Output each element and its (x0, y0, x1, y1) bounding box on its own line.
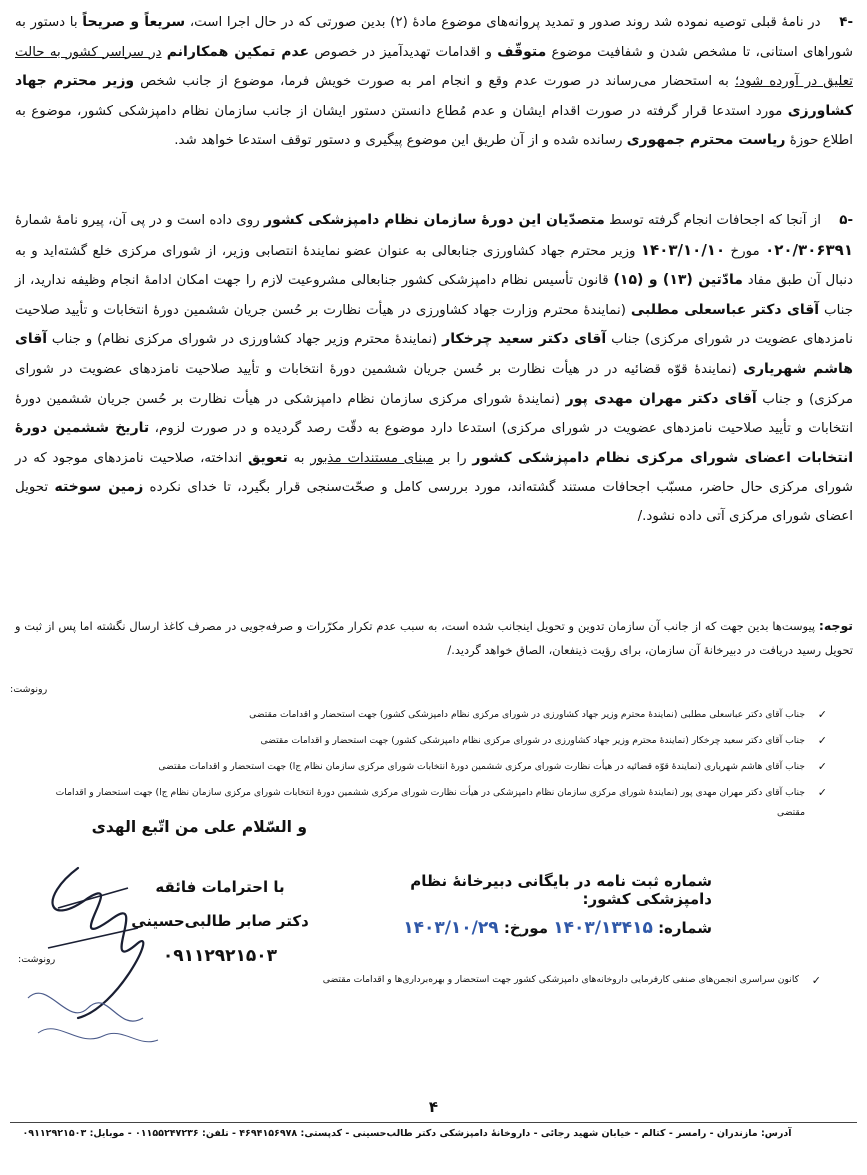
cc2-title: رونوشت: (18, 954, 56, 965)
registry-date: ۱۴۰۳/۱۰/۲۹ (403, 918, 499, 938)
emphasis: مادّتین (۱۳) و (۱۵) (613, 272, 743, 289)
paragraph-number: -۴ (839, 15, 854, 30)
page-number: ۴ (428, 1098, 439, 1116)
paragraph-number: -۵ (839, 213, 853, 228)
registry-number: ۱۴۰۳/۱۳۴۱۵ (553, 918, 653, 938)
signer-greeting: با احترامات فائقه (155, 878, 285, 896)
note-text: پیوست‌ها بدین جهت که از جانب آن سازمان تدوین و تحویل اینجانب شده است، به سبب عدم تکرار مکرّرات و صرفه‌جویی در مصرف کاغذ ارسال نگشته اما پس از ثبت و تحویل رسید دریافت در دبیرخانهٔ آن سازمان، برای رؤیت ذینفعان، الصاق خواهد گردید./ (15, 619, 853, 657)
text: انداخته، صلاحیت نامزدهای موجود که در شورای مرکزی حال حاضر، مسبّب اجحافات مستند گشته‌اند، مورد بررسی کامل و صحّت‌سنجی قرار بگیرد، تا خدای نکرده (15, 450, 853, 496)
cc-item-text: جناب آقای دکتر عباسعلی مطلبی (نمایندهٔ محترم وزیر جهاد کشاورزی در شورای مرکزی نظام دامپزشکی کشور) جهت استحضار و اقدامات مقتضی (249, 709, 805, 720)
cc-item (27, 705, 827, 725)
cc-item-text: جناب آقای دکتر سعید چرخکار (نمایندهٔ محترم وزیر جهاد کشاورزی در شورای مرکزی نظام دامپزشکی کشور) جهت استحضار و اقدامات مقتضی (260, 735, 805, 746)
signer-phone: ۰۹۱۱۲۹۲۱۵۰۳ (162, 946, 278, 966)
note-label: توجه: (818, 618, 853, 633)
text: (نمایندهٔ محترم وزیر جهاد کشاورزی در شورای مرکزی نظام) و جناب (51, 332, 438, 348)
registry-date-label: مورخ: (503, 919, 548, 937)
cc-item-text: جناب آقای دکتر مهران مهدی پور (نمایندهٔ شورای مرکزی سازمان نظام دامپزشکی در هیأت نظارت شورای مرکزی ششمین دورهٔ انتخابات شورای مرکزی سازمان نظام ج‌ا) جهت استحضار و اقدامات مقتضی (55, 787, 805, 818)
cc-title: رونوشت: (10, 684, 48, 695)
emphasis: زمین سوخته (54, 479, 144, 496)
text: به (293, 450, 305, 466)
cc-item-text: جناب آقای هاشم شهریاری (نمایندهٔ قوّه قضائیه در هیأت نظارت شورای مرکزی ششمین دورهٔ انتخابات شورای مرکزی سازمان نظام ج‌ا) جهت استحضار و اقدامات مقتضی (158, 761, 805, 772)
cc-list (27, 705, 827, 818)
text: به استحضار می‌رساند در صورت عدم وقع و انجام امر به صورت خویش فرما، موضوع از جانب شخص (140, 74, 729, 90)
registry-title: شماره ثبت نامه در بایگانی دبیرخانهٔ نظام دامپزشکی کشور: (410, 872, 712, 908)
emphasis: تعویق (247, 449, 288, 466)
paragraph-5 (15, 206, 853, 532)
text: تحویل اعضای شورای مرکزی آتی داده نشود./ (15, 480, 853, 524)
signer-name: دکتر صابر طالبی‌حسینی (131, 912, 309, 930)
text: وزیر محترم جهاد کشاورزی جنابعالی به عنوان عضو نمایندهٔ انتصابی وزیر، از شورای مرکزی خلع گشته‌اید و به دنبال آن طبق مفاد (15, 243, 854, 289)
emphasis: وزیر محترم جهاد کشاورزی (15, 73, 854, 119)
cc-item (27, 731, 827, 751)
attachment-note (15, 614, 853, 662)
emphasis: متصدّیان این دورهٔ سازمان نظام دامپزشکی کشور (264, 212, 605, 228)
checkmark-icon: ✓ (817, 734, 827, 747)
underlined-text: در سراسر کشور به حالت تعلیق در آورده شود؛ (15, 44, 853, 90)
letter-reference-date: ۱۴۰۳/۱۰/۱۰ (640, 240, 726, 259)
text: رسانده شده و از آن طریق این موضوع پیگیری و دستور توقف استدعا خواهد شد. (174, 133, 623, 149)
text: (نمایندهٔ شورای مرکزی سازمان نظام دامپزشکی در هیأت نظارت بر حُسن جریان ششمین دورهٔ انتخابات و تأیید صلاحیت نامزدهای عضویت در شورای مرکزی) استدعا دارد موضوع به دقّت رصد گردیده و در صورت لزوم، (15, 391, 853, 437)
letter-reference-number: ۰۲۰/۳۰۶۳۹۱ (765, 240, 853, 259)
registry-block (402, 872, 712, 938)
text: قانون تأسیس نظام دامپزشکی کشور جنابعالی مشروعیت لازم را جهت امکان ادامهٔ انجام وظیفه ندارید، از جناب (15, 273, 853, 318)
closing-salutation: و السّلام علی من اتّبع الهدی (91, 818, 307, 836)
text: (نمایندهٔ قوّه قضائیه در در هیأت نظارت بر حُسن جریان ششمین دورهٔ انتخابات و تأیید صلاحیت نامزدهای عضویت در شورای مرکزی) و جناب (15, 361, 853, 407)
cc-item (27, 757, 827, 777)
person-name: آقای دکتر مهران مهدی پور (565, 390, 757, 407)
underlined-text: مبنای مستندات مذبور (310, 450, 434, 466)
cc-item (27, 783, 827, 818)
person-name: آقای هاشم شهریاری (15, 331, 853, 377)
emphasis: ریاست محترم جمهوری (626, 132, 786, 149)
text: با دستور به شوراهای استانی، تا مشخص شدن و شفافیت موضوع (15, 15, 853, 60)
registry-line (402, 918, 712, 938)
cc2-item-text: کانون سراسری انجمن‌های صنفی کارفرمایی داروخانه‌های دامپزشکی کشور جهت استحضار و بهره‌برداری‌ها و اقدامات مقتضی (322, 974, 799, 985)
emphasis: متوقّف (497, 43, 547, 60)
person-name: آقای دکتر عباسعلی مطلبی (630, 301, 820, 318)
cc2-item (323, 974, 821, 985)
checkmark-icon: ✓ (817, 786, 827, 799)
emphasis: عدم تمکین همکارانم (166, 43, 310, 60)
footer-divider (10, 1122, 857, 1123)
text: روی داده است و در پی آن، پیرو نامهٔ شمارهٔ (15, 213, 260, 228)
person-name: آقای دکتر سعید چرخکار (442, 331, 607, 348)
text: از آنجا که اجحافات انجام گرفته توسط (609, 213, 821, 228)
text: (نمایندهٔ محترم وزارت جهاد کشاورزی در هیأت نظارت بر حُسن جریان ششمین دورهٔ انتخابات و تأیید صلاحیت نامزدهای عضویت در شورای مرکزی) جناب (15, 302, 853, 348)
footer-address: آدرس: مازندران - رامسر - کتالم - خیابان شهید رجائی - داروخانهٔ دامپزشکی دکتر طالب‌حسینی - کدپستی: ۴۶۹۴۱۵۶۹۷۸ - تلفن: ۰۱۱۵۵۲۴۷۲۳۶ - موبایل: ۰۹۱۱۲۹۲۱۵۰۳ (22, 1128, 792, 1139)
emphasis: سریعاً و صریحاً (82, 14, 186, 30)
text: را بر (439, 450, 467, 466)
text: در نامهٔ قبلی توصیه نموده شد روند صدور و تمدید پروانه‌های موضوع مادهٔ (۲) بدین صورتی که در حال اجرا است، (189, 15, 821, 30)
text: و اقدامات تهدیدآمیز در خصوص (314, 44, 492, 60)
checkmark-icon: ✓ (817, 708, 827, 721)
emphasis: تاریخ ششمین دورهٔ انتخابات اعضای شورای مرکزی نظام دامپزشکی کشور (15, 420, 854, 466)
text: مورخ (730, 243, 760, 259)
checkmark-icon: ✓ (811, 974, 821, 987)
checkmark-icon: ✓ (817, 760, 827, 773)
text: مورد استدعا قرار گرفته در صورت اقدام ایشان و عدم مُطاع دانستن دستور ایشان از جانب سازمان نظام دامپزشکی کشور، موضوع به اطلاع حوزهٔ (15, 103, 853, 149)
registry-number-label: شماره: (658, 919, 712, 937)
paragraph-4 (15, 8, 853, 156)
